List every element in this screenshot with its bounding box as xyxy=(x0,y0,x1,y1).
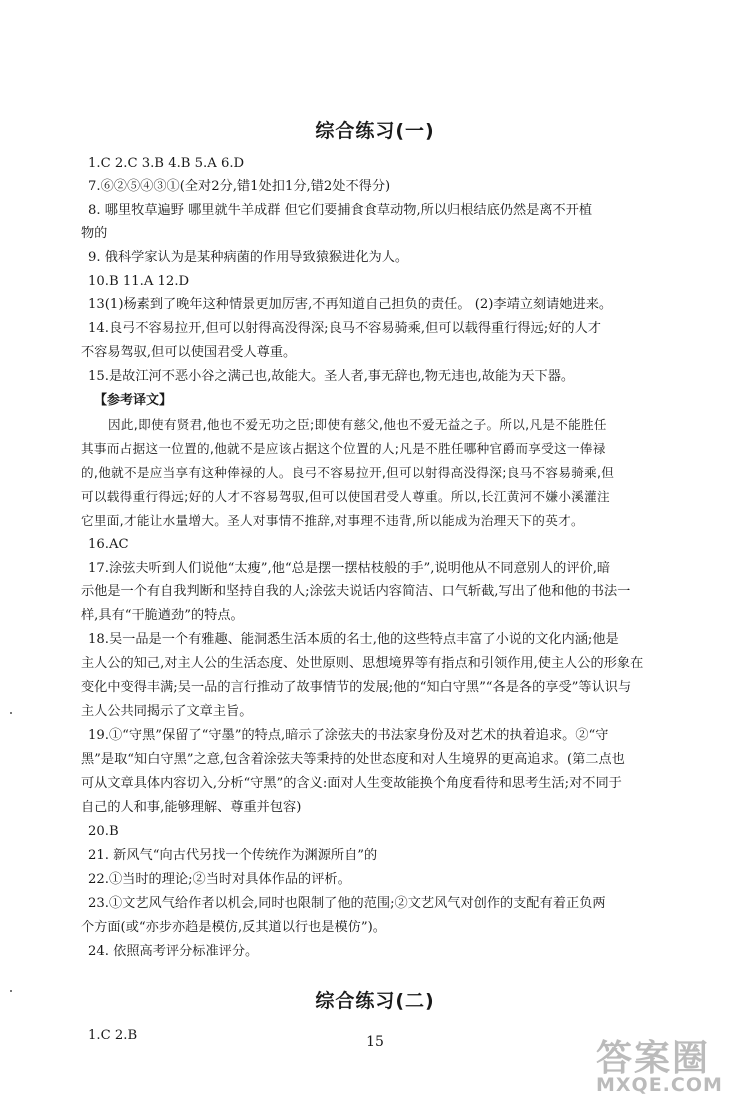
answer-line: 7.⑥②⑤④③①(全对2分,错1处扣1分,错2处不得分) xyxy=(88,179,391,194)
answer-line: 21. 新风气“向古代另找一个传统作为渊源所自”的 xyxy=(88,848,378,863)
answer-line: 不容易驾驭,但可以使国君受人尊重。 xyxy=(81,345,297,360)
section-title-1: 综合练习(一) xyxy=(315,120,435,142)
answer-line: 13(1)杨素到了晚年这种情景更加厉害,不再知道自己担负的责任。 (2)李靖立刻请她进来。 xyxy=(88,297,613,312)
margin-mark xyxy=(10,990,12,992)
answer-line: 24. 依照高考评分标准评分。 xyxy=(88,944,259,959)
answer-line: 15.是故江河不恶小谷之满己也,故能大。圣人者,事无辞也,物无违也,故能为天下器。 xyxy=(88,369,575,384)
watermark-logo xyxy=(584,1030,744,1102)
answer-line: 黑”是取“知白守黑”之意,包含着涂弦夫等秉持的处世态度和对人生境界的更高追求。(第二点也 xyxy=(81,752,625,767)
answer-line: 10.B 11.A 12.D xyxy=(88,274,190,289)
watermark-url: MXQE.COM xyxy=(596,1074,723,1096)
answer-line: 变化中变得丰满;吴一品的言行推动了故事情节的发展;他的“知白守黑”“各是各的享受”等认识与 xyxy=(81,680,632,695)
answer-line: 个方面(或“亦步亦趋是模仿,反其道以行也是模仿”)。 xyxy=(81,920,386,935)
answer-line: 16.AC xyxy=(88,537,129,552)
watermark-text: 答案圈 xyxy=(596,1038,711,1079)
answer-line: 可从文章具体内容切入,分析“守黑”的含义:面对人生变故能换个角度看待和思考生活;对不同于 xyxy=(81,776,622,791)
answer-line: 20.B xyxy=(88,824,119,839)
answer-line: 18.吴一品是一个有雅趣、能洞悉生活本质的名士,他的这些特点丰富了小说的文化内涵;他是 xyxy=(88,632,619,647)
translation-line: 它里面,才能让水量增大。圣人对事情不推辞,对事理不违背,所以能成为治理天下的英才。 xyxy=(81,513,584,528)
answer-line: 8. 哪里牧草遍野 哪里就牛羊成群 但它们要捕食食草动物,所以归根结底仍然是离不开植 xyxy=(88,203,593,218)
answer-line: 自己的人和事,能够理解、尊重并包容) xyxy=(81,800,302,815)
answer-line: 1.C 2.B xyxy=(88,1028,138,1043)
translation-line: 因此,即使有贤君,他也不爱无功之臣;即使有慈父,他也不爱无益之子。所以,凡是不能胜任 xyxy=(108,417,607,432)
reference-translation-label: 【参考译文】 xyxy=(94,393,173,408)
answer-line: 示他是一个有自我判断和坚持自我的人;涂弦夫说话内容简洁、口气斩截,写出了他和他的书法一 xyxy=(81,584,631,599)
translation-line: 其事而占据这一位置的,他就不是应该占据这个位置的人;凡是不胜任哪种官爵而享受这一俸禄 xyxy=(81,441,606,456)
margin-mark xyxy=(10,712,12,714)
answer-line: 9. 俄科学家认为是某种病菌的作用导致猿猴进化为人。 xyxy=(88,250,409,265)
answer-line: 14.良弓不容易拉开,但可以射得高没得深;良马不容易骑乘,但可以载得重行得远;好的人才 xyxy=(88,321,601,336)
answer-line: 17.涂弦夫听到人们说他“太瘦”,他“总是摆一摆枯枝般的手”,说明他从不同意别人的评价,暗 xyxy=(88,561,611,576)
answer-line: 1.C 2.C 3.B 4.B 5.A 6.D xyxy=(88,156,245,171)
answer-line: 23.①文艺风气给作者以机会,同时也限制了他的范围;②文艺风气对创作的支配有着正负两 xyxy=(88,896,606,911)
translation-line: 可以载得重行得远;好的人才不容易驾驭,但可以使国君受人尊重。所以,长江黄河不嫌小溪灌注 xyxy=(81,489,610,504)
answer-line: 22.①当时的理论;②当时对具体作品的评析。 xyxy=(88,872,351,887)
answer-line: 19.①“守黑”保留了“守墨”的特点,暗示了涂弦夫的书法家身份及对艺术的执着追求。②“守 xyxy=(88,728,609,743)
page-number: 15 xyxy=(366,1034,384,1050)
answer-line: 物的 xyxy=(81,226,108,241)
section-title-2: 综合练习(二) xyxy=(315,990,435,1012)
translation-line: 的,他就不是应当享有这种俸禄的人。良弓不容易拉开,但可以射得高没得深;良马不容易骑乘,但 xyxy=(81,465,615,480)
answer-line: 主人公的知己,对主人公的生活态度、处世原则、思想境界等有指点和引领作用,使主人公的形象在 xyxy=(81,656,644,671)
answer-line: 样,具有“干脆遒劲”的特点。 xyxy=(81,608,244,623)
answer-line: 主人公共同揭示了文章主旨。 xyxy=(81,704,253,719)
